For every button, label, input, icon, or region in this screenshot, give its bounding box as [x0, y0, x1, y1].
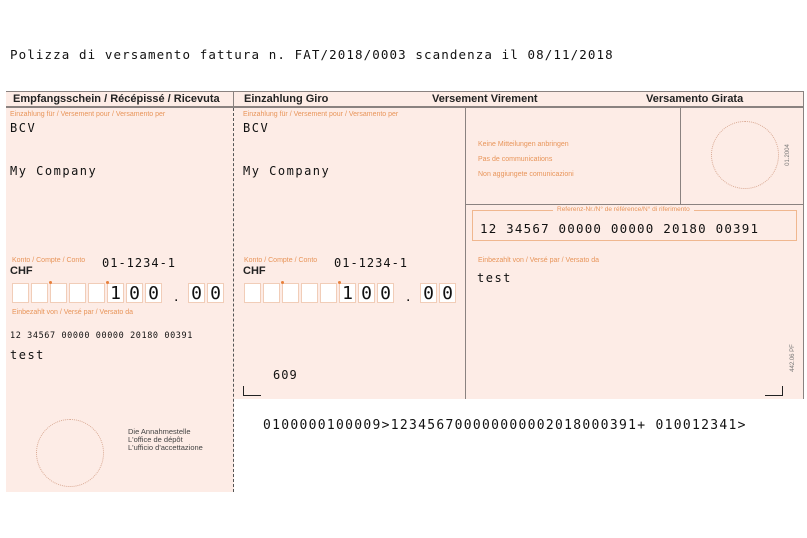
receipt-header: Empfangsschein / Récépissé / Ricevuta [13, 93, 220, 105]
amount-digit-box [320, 283, 337, 303]
amount-cent-box: 0 [439, 283, 456, 303]
no-messages-it: Non aggiungete comunicazioni [478, 171, 574, 178]
receipt-paid-by-label: Einbezahlt von / Versé par / Versato da [12, 309, 134, 316]
receipt-payment-for-label: Einzahlung für / Versement pour / Versamento per [10, 111, 166, 118]
divider-vertical-main [465, 108, 466, 399]
receipt-reference: 12 34567 00000 00000 20180 00391 [10, 331, 193, 341]
amount-digit-box: 0 [126, 283, 143, 303]
amount-digit-box [244, 283, 261, 303]
giro-account-number: 01-1234-1 [334, 256, 409, 270]
amount-digit-box [301, 283, 318, 303]
post-stamp-circle [711, 121, 779, 189]
form-code-top: 01.2004 [784, 144, 791, 166]
virement-header: Versement Virement [432, 93, 538, 105]
amount-digit-box: 0 [377, 283, 394, 303]
acceptance-office-label [128, 428, 203, 452]
giro-bank: BCV [243, 121, 270, 135]
amount-cent-box: 0 [188, 283, 205, 303]
giro-payment-for-label: Einzahlung für / Versement pour / Versamento per [243, 111, 399, 118]
amount-digit-box: 0 [145, 283, 162, 303]
giro-number: 609 [273, 368, 298, 382]
divider-vertical-stamp [680, 108, 681, 205]
receipt-account-label: Konto / Compte / Conto [12, 257, 86, 264]
amount-digit-box [263, 283, 280, 303]
receipt-amount-field [12, 283, 232, 305]
header-separator [233, 92, 234, 106]
receipt-bank: BCV [10, 121, 37, 135]
giro-header: Einzahlung Giro [244, 93, 329, 105]
decimal-point: . [406, 288, 411, 305]
receipt-account-number: 01-1234-1 [102, 256, 177, 270]
right-edge [803, 91, 804, 399]
giro-currency: CHF [243, 265, 266, 277]
amount-digit-box: 1 [107, 283, 124, 303]
amount-cent-box: 0 [207, 283, 224, 303]
receipt-beneficiary: My Company [10, 164, 98, 178]
payment-payer: test [477, 271, 512, 285]
corner-mark-right [765, 386, 783, 396]
receipt-currency: CHF [10, 265, 33, 277]
reference-number: 12 34567 00000 00000 20180 00391 [480, 221, 760, 236]
acceptance-stamp-circle [36, 419, 104, 487]
giro-amount-field [244, 283, 464, 305]
amount-digit-box [69, 283, 86, 303]
reference-number-box [472, 206, 797, 241]
decimal-point: . [174, 288, 179, 305]
giro-account-label: Konto / Compte / Conto [244, 257, 318, 264]
amount-digit-box [50, 283, 67, 303]
no-messages-de: Keine Mitteilungen anbringen [478, 141, 569, 148]
thousands-marker [338, 281, 341, 284]
amount-digit-box: 0 [358, 283, 375, 303]
header-rule-bottom [6, 106, 804, 108]
thousands-marker [106, 281, 109, 284]
divider-horizontal-ref [465, 204, 804, 205]
esr-coding-line: 0100000100009>123456700000000002018000391+ 010012341> [263, 418, 747, 433]
no-messages-notice [478, 137, 574, 182]
acceptance-office-de: Die Annahmestelle [128, 427, 191, 436]
giro-beneficiary: My Company [243, 164, 331, 178]
reference-label: Referenz-Nr./N° de référence/N° di riferimento [553, 206, 694, 213]
acceptance-office-fr: L'office de dépôt [128, 435, 183, 444]
no-messages-fr: Pas de communications [478, 156, 553, 163]
amount-digit-box [31, 283, 48, 303]
perforation-line [233, 108, 234, 492]
girata-header: Versamento Girata [646, 93, 744, 105]
receipt-payer: test [10, 348, 45, 362]
thousands-marker [49, 281, 52, 284]
payment-paid-by-label: Einbezahlt von / Versé par / Versato da [478, 257, 600, 264]
amount-digit-box [88, 283, 105, 303]
corner-mark-left [243, 386, 261, 396]
amount-digit-box: 1 [339, 283, 356, 303]
acceptance-office-it: L'ufficio d'accettazione [128, 443, 203, 452]
thousands-marker [281, 281, 284, 284]
amount-digit-box [12, 283, 29, 303]
document-title: Polizza di versamento fattura n. FAT/2018/0003 scandenza il 08/11/2018 [10, 47, 614, 62]
header-rule-top [6, 91, 804, 92]
amount-digit-box [282, 283, 299, 303]
amount-cent-box: 0 [420, 283, 437, 303]
form-code-bottom: 442.06 PF [789, 344, 796, 372]
